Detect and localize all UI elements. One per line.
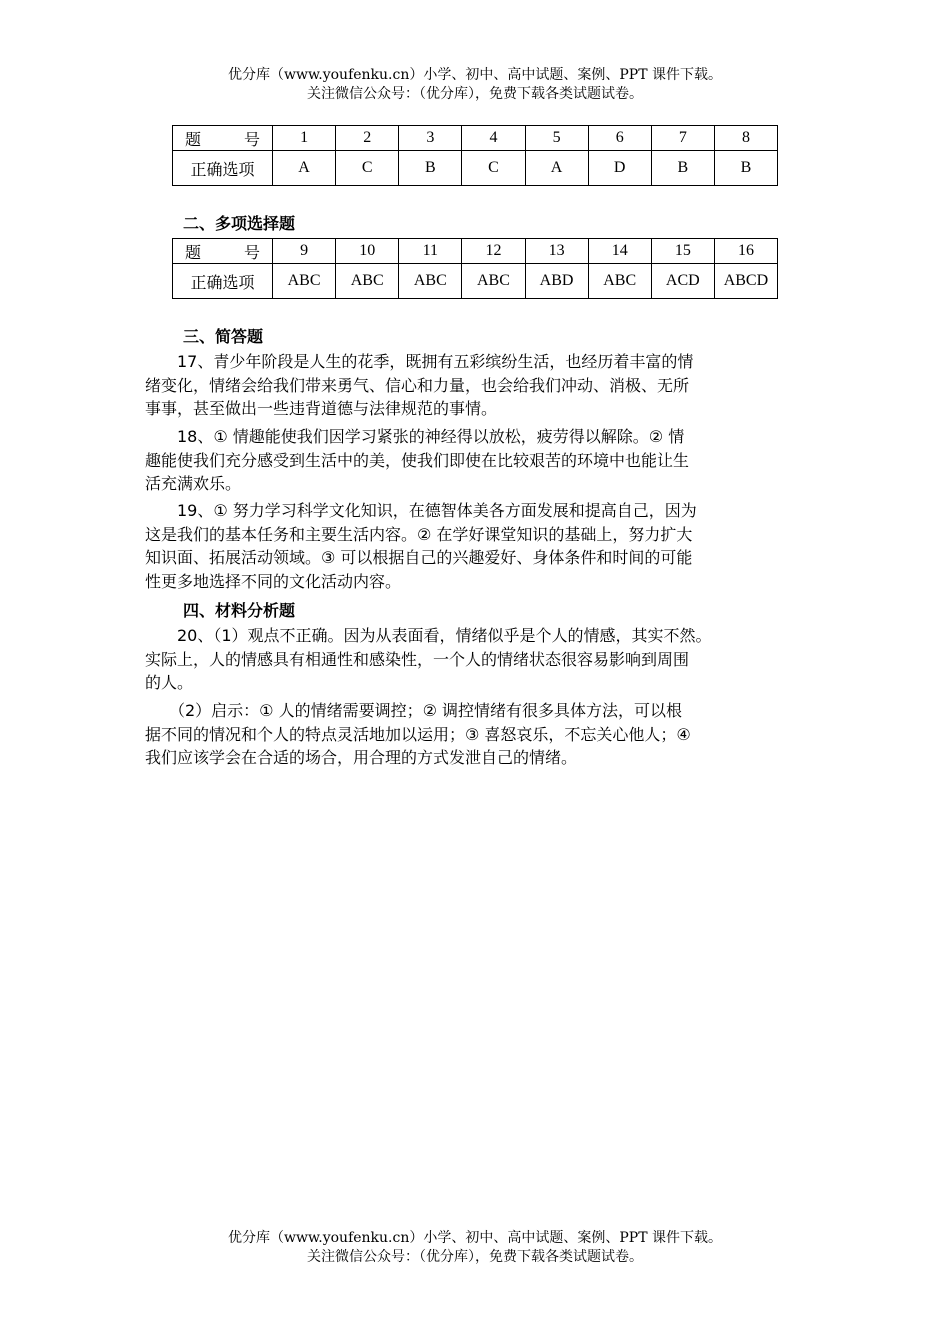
question-number-cell: 4 (462, 126, 525, 151)
answer-18-line: 趣能使我们充分感受到生活中的美，使我们即使在比较艰苦的环境中也能让生 (145, 450, 690, 470)
answer-20-line: 我们应该学会在合适的场合，用合理的方式发泄自己的情绪。 (145, 748, 578, 767)
header-line-2: 关注微信公众号：（优分库），免费下载各类试题试卷。 (307, 86, 643, 102)
answer-cell: A (525, 151, 588, 186)
question-number-cell: 16 (714, 239, 777, 264)
table-row (173, 264, 778, 299)
answer-19-line: 这是我们的基本任务和主要生活内容。② 在学好课堂知识的基础上，努力扩大 (145, 524, 693, 544)
question-number-cell: 9 (273, 239, 336, 264)
answer-cell: ABC (588, 264, 651, 299)
question-number-label: 题 号 (173, 239, 273, 264)
answer-19-line: 知识面、拓展活动领域。③ 可以根据自己的兴趣爱好、身体条件和时间的可能 (145, 548, 693, 567)
answer-cell: B (714, 151, 777, 186)
question-number-cell: 13 (525, 239, 588, 264)
answer-cell: ACD (651, 264, 714, 299)
question-number-cell: 8 (714, 126, 777, 151)
answer-cell: D (588, 151, 651, 186)
answer-label: 正确选项 (173, 264, 273, 299)
page-footer (0, 1229, 950, 1267)
question-number-cell: 11 (399, 239, 462, 264)
answer-18-line: 18、① 情趣能使我们因学习紧张的神经得以放松，疲劳得以解除。② 情 (145, 427, 685, 446)
answer-cell: ABC (336, 264, 399, 299)
question-number-cell: 7 (651, 126, 714, 151)
answer-cell: B (651, 151, 714, 186)
single-choice-answer-table (172, 125, 778, 186)
page-header (0, 66, 950, 104)
answer-cell: C (336, 151, 399, 186)
answer-19-line: 性更多地选择不同的文化活动内容。 (145, 571, 402, 591)
answer-20-line: （2）启示：① 人的情绪需要调控；② 调控情绪有很多具体方法，可以根 (145, 701, 683, 720)
answer-cell: ABC (462, 264, 525, 299)
table-row (173, 239, 778, 264)
answer-cell: A (273, 151, 336, 186)
table-row (173, 151, 778, 186)
answer-cell: ABC (273, 264, 336, 299)
answer-cell: C (462, 151, 525, 186)
answer-19-line: 19、① 努力学习科学文化知识，在德智体美各方面发展和提高自己，因为 (145, 501, 697, 520)
section-3-title: 三、简答题 (183, 327, 264, 346)
question-number-cell: 5 (525, 126, 588, 151)
answer-17-line: 17、青少年阶段是人生的花季，既拥有五彩缤纷生活，也经历着丰富的情 (145, 352, 694, 371)
answer-label: 正确选项 (173, 151, 273, 186)
question-number-cell: 3 (399, 126, 462, 151)
question-number-label: 题 号 (173, 126, 273, 151)
answer-cell: ABCD (714, 264, 777, 299)
answer-18-line: 活充满欢乐。 (145, 474, 242, 493)
table-row (173, 126, 778, 151)
question-number-cell: 12 (462, 239, 525, 264)
answer-20-line: 的人。 (145, 673, 194, 692)
question-number-cell: 14 (588, 239, 651, 264)
answer-20-line: 20、（1）观点不正确。因为从表面看，情绪似乎是个人的情感，其实不然。 (145, 626, 712, 645)
answer-20-part-1 (145, 624, 825, 695)
question-number-cell: 2 (336, 126, 399, 151)
multiple-choice-answer-table (172, 238, 778, 299)
footer-line-2: 关注微信公众号：（优分库），免费下载各类试题试卷。 (307, 1249, 643, 1265)
answer-17 (145, 350, 825, 421)
answer-18 (145, 425, 825, 496)
answer-17-line: 绪变化，情绪会给我们带来勇气、信心和力量，也会给我们冲动、消极、无所 (145, 375, 690, 395)
answer-17-line: 事事，甚至做出一些违背道德与法律规范的事情。 (145, 399, 498, 418)
question-number-cell: 6 (588, 126, 651, 151)
section-4-title: 四、材料分析题 (183, 601, 296, 620)
answer-19 (145, 499, 825, 593)
answer-20-part-2 (145, 699, 825, 770)
question-number-cell: 15 (651, 239, 714, 264)
answer-20-line: 据不同的情况和个人的特点灵活地加以运用；③ 喜怒哀乐，不忘关心他人；④ (145, 724, 691, 744)
question-number-cell: 1 (273, 126, 336, 151)
answer-20-line: 实际上，人的情感具有相通性和感染性，一个人的情绪状态很容易影响到周围 (145, 649, 690, 669)
answer-cell: ABD (525, 264, 588, 299)
answer-cell: B (399, 151, 462, 186)
section-2-title: 二、多项选择题 (183, 214, 296, 233)
footer-line-1: 优分库（www.youfenku.cn）小学、初中、高中试题、案例、PPT 课件下载。 (227, 1230, 722, 1246)
header-line-1: 优分库（www.youfenku.cn）小学、初中、高中试题、案例、PPT 课件下载。 (227, 67, 722, 83)
question-number-cell: 10 (336, 239, 399, 264)
answer-cell: ABC (399, 264, 462, 299)
